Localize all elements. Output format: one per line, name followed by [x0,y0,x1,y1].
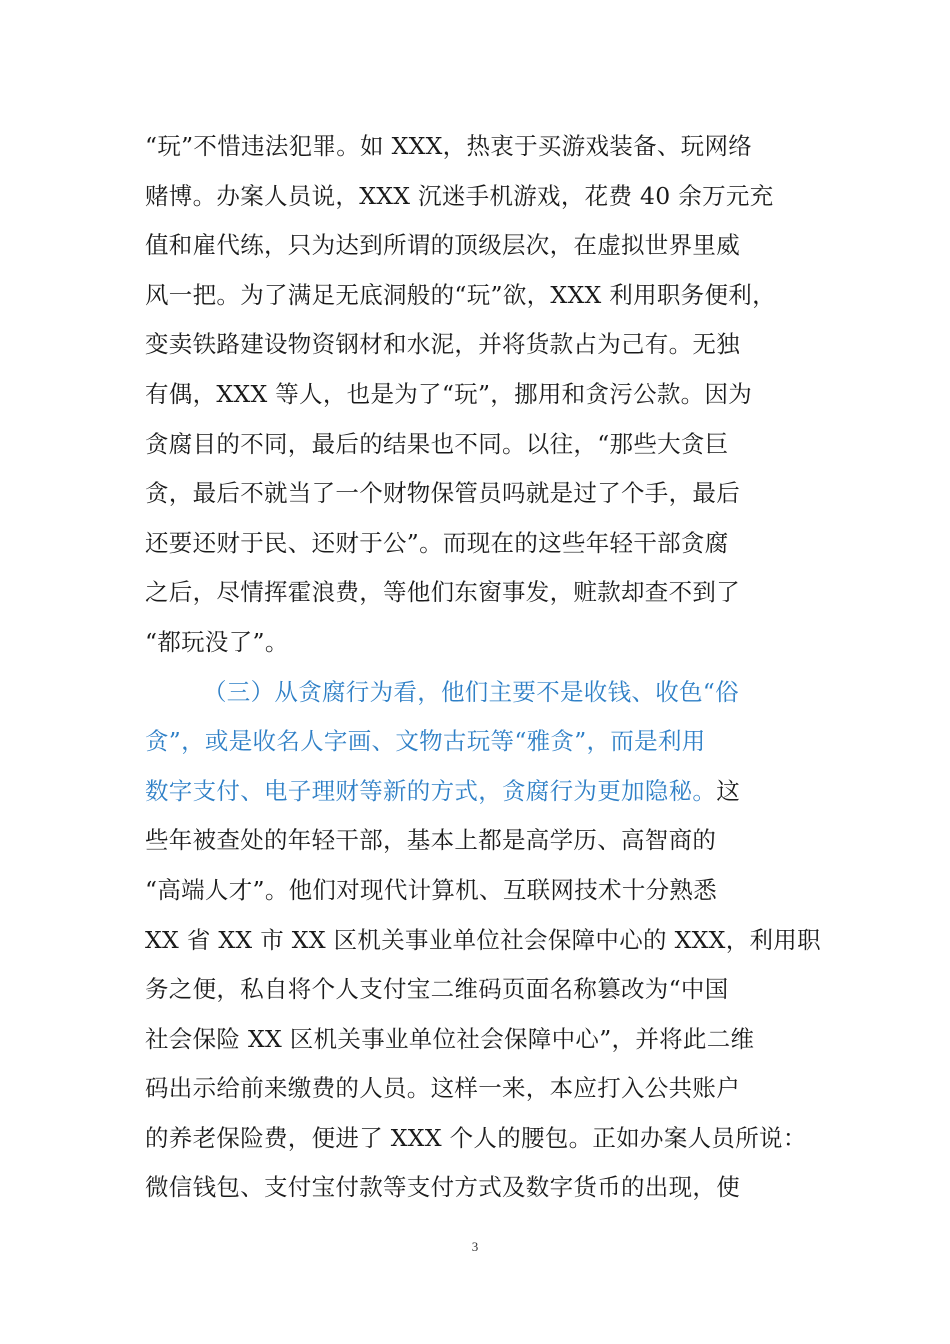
section-heading-line [145,668,815,718]
text-line [145,618,815,668]
body-text [145,122,821,1213]
section-heading-run: 贪”，或是收名人字画、文物古玩等“雅贪”，而是利用 [145,727,706,756]
text-line [145,866,815,916]
text-run: 还要还财于民、还财于公”。而现在的这些年轻干部贪腐 [145,528,729,557]
text-run: 社会保险 XX 区机关事业单位社会保障中心”，并将此二维 [145,1024,755,1053]
text-run: “都玩没了”。 [145,627,289,656]
text-line [145,221,815,271]
text-line [145,1114,815,1164]
text-run: “玩”不惜违法犯罪。如 XXX，热衷于买游戏装备、玩网络 [145,132,753,160]
text-run: 务之便，私自将个人支付宝二维码页面名称篡改为“中国 [145,975,729,1004]
text-run: “高端人才”。他们对现代计算机、互联网技术十分熟悉 [145,875,718,904]
text-line [145,519,815,569]
text-run: 码出示给前来缴费的人员。这样一来，本应打入公共账户 [145,1074,740,1103]
text-line [145,1015,815,1065]
text-run: 值和雇代练，只为达到所谓的顶级层次，在虚拟世界里威 [145,231,740,260]
text-run: 这 [716,776,741,805]
text-run: 的养老保险费，便进了 XXX 个人的腰包。正如办案人员所说： [145,1123,807,1152]
text-line [145,271,815,321]
text-run: 有偶，XXX 等人，也是为了“玩”，挪用和贪污公款。因为 [145,379,753,408]
section-heading-run: （三）从贪腐行为看，他们主要不是收钱、收色“俗 [203,677,739,706]
text-line [145,916,821,966]
text-line [145,469,815,519]
text-run: 贪，最后不就当了一个财物保管员吗就是过了个手，最后 [145,479,740,508]
text-line [145,122,815,172]
text-line [145,172,815,222]
text-line [145,767,815,817]
text-run: 贪腐目的不同，最后的结果也不同。以往，“那些大贪巨 [145,429,729,458]
text-line [145,1163,815,1213]
text-run: 些年被查处的年轻干部，基本上都是高学历、高智商的 [145,826,717,855]
text-line [145,370,815,420]
section-heading-line [145,717,815,767]
text-line [145,320,815,370]
page-number: 3 [471,1239,479,1254]
text-line [145,965,815,1015]
text-line [145,1064,815,1114]
section-heading-run: 数字支付、电子理财等新的方式，贪腐行为更加隐秘。 [145,776,717,805]
text-line [145,816,815,866]
text-run: 风一把。为了满足无底洞般的“玩”欲，XXX 利用职务便利， [145,280,776,309]
text-run: 之后，尽情挥霍浪费，等他们东窗事发，赃款却查不到了 [145,578,740,607]
text-line [145,420,815,470]
text-run: 微信钱包、支付宝付款等支付方式及数字货币的出现，使 [145,1173,740,1202]
text-run: 赌博。办案人员说，XXX 沉迷手机游戏，花费 40 余万元充 [145,181,774,210]
text-line [145,568,815,618]
text-run: XX 省 XX 市 XX 区机关事业单位社会保障中心的 XXX，利用职 [145,925,821,954]
text-run: 变卖铁路建设物资钢材和水泥，并将货款占为己有。无独 [145,330,740,359]
